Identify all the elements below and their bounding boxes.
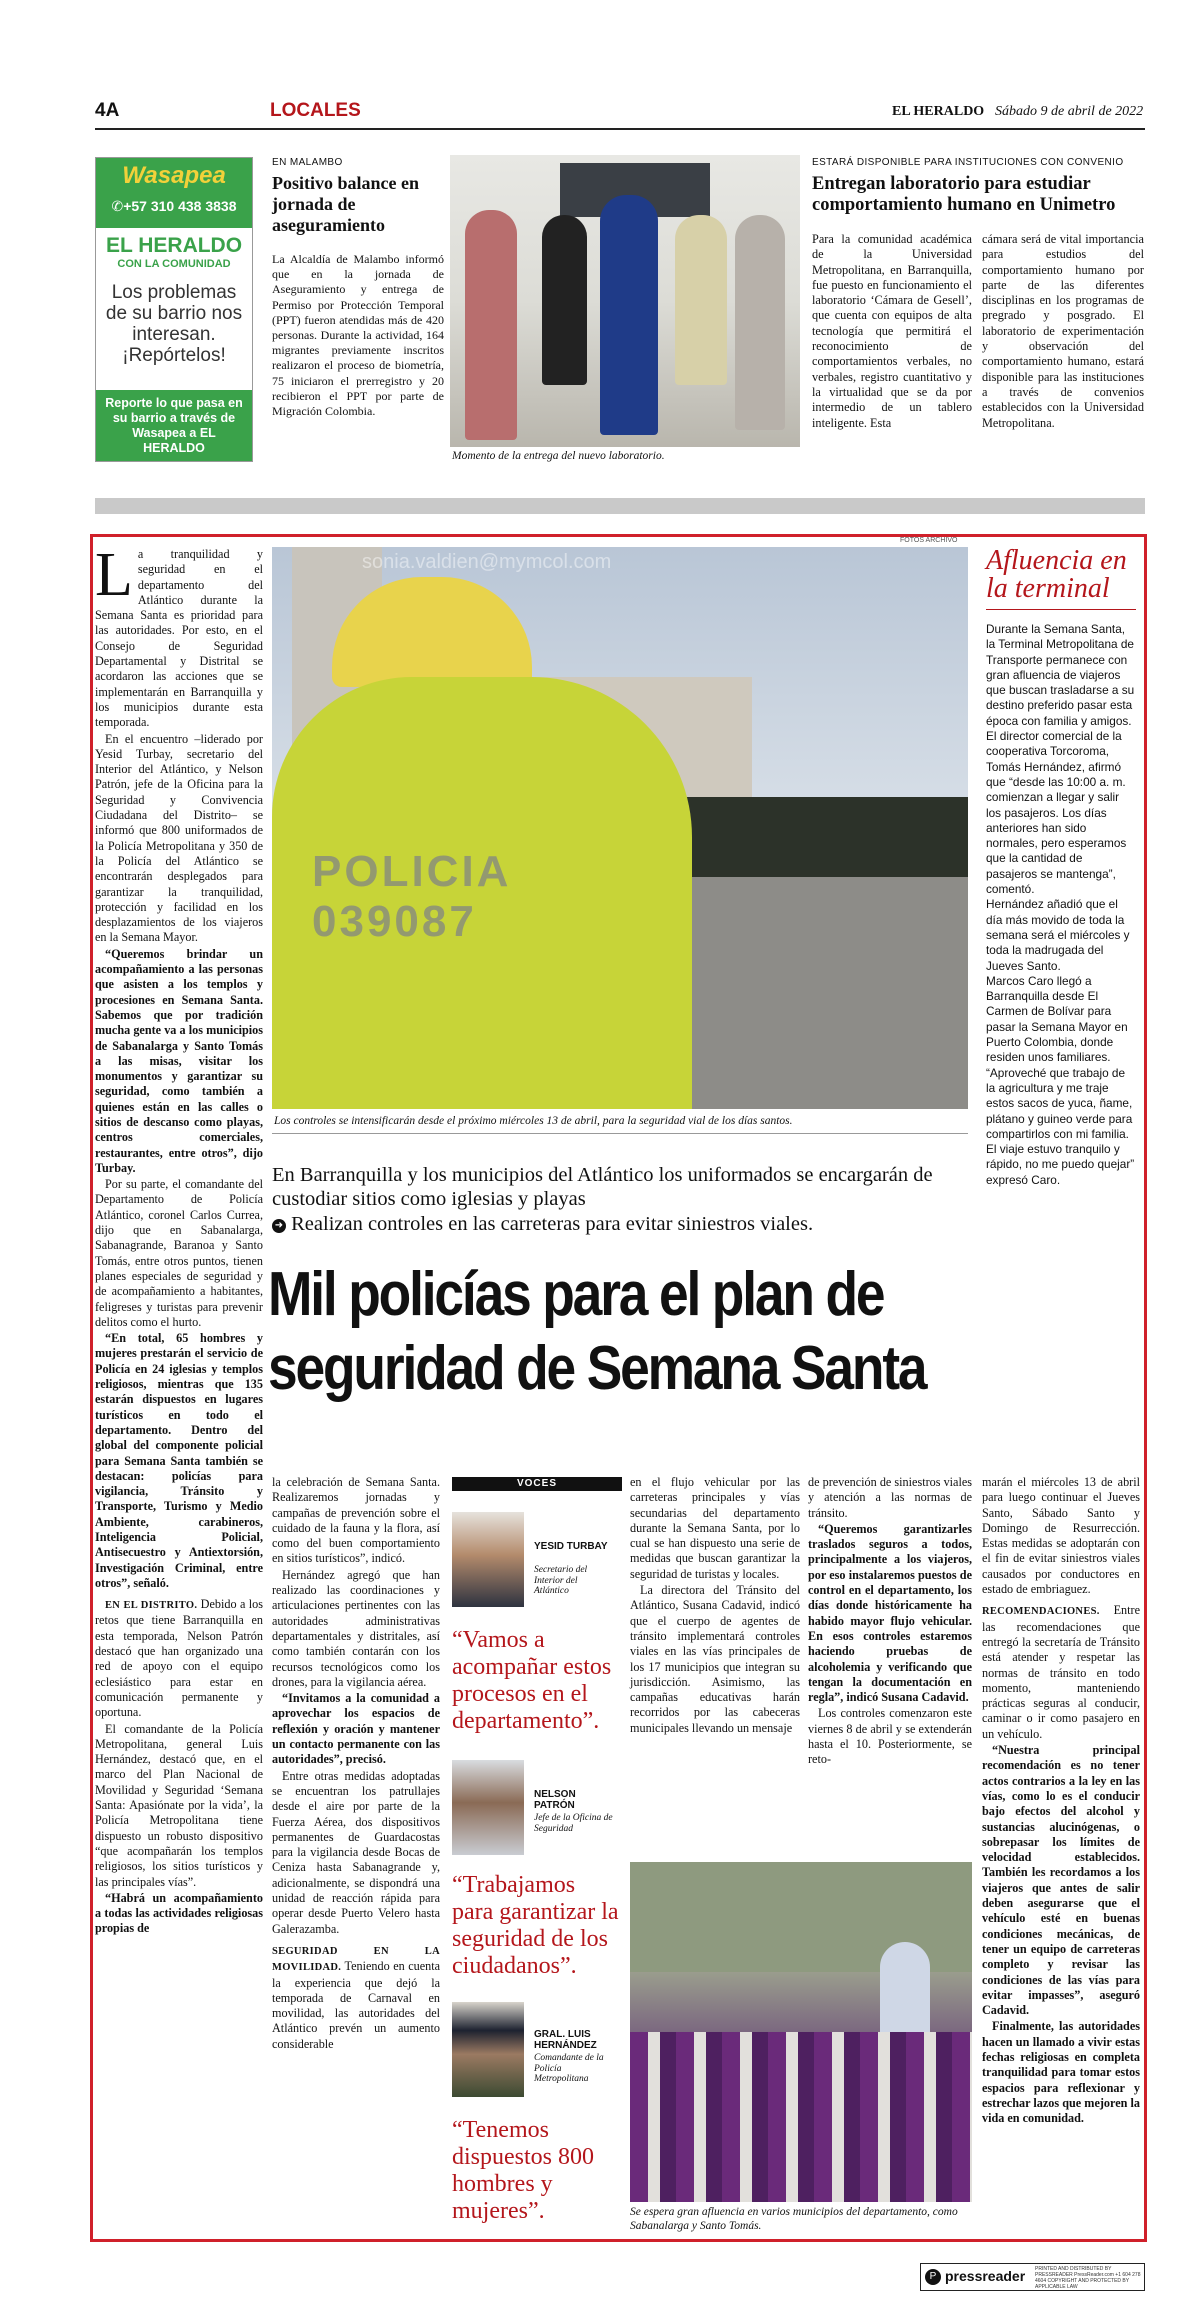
voz-hernandez-name: GRAL. LUIS HERNÁNDEZ — [534, 2029, 597, 2051]
caption-rule — [272, 1133, 968, 1134]
wasapea-phone: ✆+57 310 438 3838 — [111, 198, 237, 214]
article-col-5 — [808, 1475, 972, 1769]
procession-photo — [630, 1862, 972, 2202]
col1-p8: “Habrá un acompañamiento a todas las actividades religiosas propias de — [95, 1890, 263, 1936]
voz-hernandez-role: Comandante de la Policía Metropolitana — [534, 2053, 604, 2084]
sidebar-p2: El director comercial de la cooperativa Torcoroma, Tomás Hernández, afirmó que “desde las 10:00 a. m. comienzan a llegar y salir los pasajeros. Los días anteriores han sido normales, pero esperamos que la cantidad de pasajeros se mantenga”, comentó. — [986, 729, 1127, 897]
vest-lettering: POLICIA 039087 — [312, 847, 510, 946]
article-col-1 — [95, 541, 263, 1938]
wasapea-brand-sub: CON LA COMUNIDAD — [117, 258, 231, 270]
voz-hernandez-photo — [452, 2002, 524, 2097]
article-col-2 — [272, 1475, 440, 2053]
page-number: 4A — [95, 100, 120, 121]
col1-p4: Por su parte, el comandante del Departamento de Policía Atlántico, coronel Carlos Currea, dijo que en Sabanalarga, Sabanagrande, Baranoa y Santo Tomás, entre otros puntos, tienen planes especiales de seguridad y de acompañamiento a habitantes, feligreses y turistas para prevenir delitos como el hurto. — [95, 1177, 263, 1329]
col4-p1: en el flujo vehicular por las carreteras principales y vías secundarias del departamento durante la Semana Santa, por lo cual se han dispuesto una serie de medidas que buscan garantizar la seguridad de turistas y locales. — [630, 1475, 800, 1581]
wasapea-ad-top — [96, 158, 252, 228]
col1-p3: “Queremos brindar un acompañamiento a las personas que asisten a los templos y procesiones en Semana Santa. Sabemos que por tradición mucha gente va a los municipios de Sabanalarga y Santo Tomás a las misas, visitar los monumentos y garantizar su seguridad, como también a quienes están en las calles o sitios de descanso como playas, centros comerciales, restaurantes, entre otros”, dijo Turbay. — [95, 946, 263, 1175]
col6-p2: Entre las recomendaciones que entregó la secretaría de Tránsito está atender y respetar las normas de tránsito en todo momento, manteniendo prácticas seguras al conducir, caminar o ir como pasajero en un vehículo. — [982, 1603, 1140, 1741]
col1-p7: El comandante de la Policía Metropolitana, general Luis Hernández, destacó que, en el marco del Plan Nacional de Movilidad y Seguridad ‘Semana Santa: Apasiónate por la vida’, la Policía Metropolitana tiene dispuesto un robusto dispositivo “que acompañarán los templos religiosos, los sitios turísticos y las principales vías”. — [95, 1721, 263, 1889]
sidebar-p4: Marcos Caro llegó a Barranquilla desde El Carmen de Bolívar para pasar la Semana Mayor en Puerto Colombia, donde residen unos familiares. — [986, 973, 1128, 1065]
page-header — [95, 100, 1145, 124]
photo-credit: FOTOS ARCHIVO — [900, 537, 958, 544]
lab-photo — [450, 155, 800, 447]
col1-p6: Debido a los retos que tiene Barranquilla en esta temporada, Nelson Patrón destacó que han organizado una red de apoyo con el equipo eclesiástico para estar en comunicación permanente y oportuna. — [95, 1597, 263, 1720]
section-name: LOCALES — [270, 100, 361, 121]
brief2-kicker: ESTARÁ DISPONIBLE PARA INSTITUCIONES CON CONVENIO — [812, 157, 1124, 168]
col6-p3: “Nuestra principal recomendación es no tener actos contrarios a la ley en las vías, como lo es el conducir bajo efectos del alcohol y sustancias alucinógenas, o sobrepasar los límites de velocidad establecidos. También les recordamos a los viajeros que antes de salir deben asegurarse que el vehículo esté en buenas condiciones mecánicas, de tener un equipo de carreteras completo y revisar las condiciones de las vías para evitar impasses”, aseguró Cadavid. — [982, 1743, 1140, 2018]
voz-turbay-name: YESID TURBAY — [534, 1541, 608, 1552]
brief2-col2: cámara será de vital importancia para estudios del comportamiento humano por parte de las diferentes disciplinas en los programas de pregrado y posgrado. El laboratorio de experimentación y observación del comportamiento humano, estará disponible para las instituciones a través de convenios establecidos con la Universidad Metropolitana. — [982, 232, 1144, 430]
col2-p5: Teniendo en cuenta la experiencia que dejó la temporada de Carnaval en movilidad, las autoridades del Atlántico prevén un aumento considerable — [272, 1959, 441, 2051]
sidebar-p5: “Aproveché que trabajo de la agricultura y me traje estos sacos de yuca, ñame, plátano y guineo verde para compartirlos con mi familia. El viaje estuvo tranquilo y rápido, no me puedo quejar” expresó Caro. — [986, 1065, 1135, 1187]
paper-name: EL HERALDO — [892, 104, 985, 119]
brief2-col1: Para la comunidad académica de la Universidad Metropolitana, en Barranquilla, fue puesto en funcionamiento el laboratorio ‘Cámara de Gesell’, que cuenta con equipos de alta tecnología que permitirá el reconocimiento de comportamientos verbales, no verbales, registro cuantitativo y la virtualidad que se da por intermedio de un tablero inteligente. Esta — [812, 232, 972, 430]
photo-watermark: sonia.valdien@mymcol.com — [362, 551, 612, 573]
headline-line-1: Mil policías para el plan de — [268, 1260, 884, 1329]
pressreader-legal: PRINTED AND DISTRIBUTED BY PRESSREADER PressReader.com +1 604 278 4604 COPYRIGHT AND PROTECTED BY APPLICABLE LAW — [1035, 2266, 1141, 2290]
voz-hernandez-quote: “Tenemos dispuestos 800 hombres y mujeres”. — [452, 2117, 595, 2224]
bullet-text: Realizan controles en las carreteras para evitar siniestros viales. — [291, 1213, 814, 1235]
issue-date: Sábado 9 de abril de 2022 — [995, 104, 1144, 119]
wasapea-brand: EL HERALDO — [105, 234, 243, 257]
col2-p1: la celebración de Semana Santa. Realizaremos jornadas y campañas de prevención sobre el cuidado de la fauna y la flora, así como del buen comportamiento en sitios turísticos”, indicó. — [272, 1475, 440, 1566]
col5-p3: Los controles comenzaron este viernes 8 de abril y se extenderán hasta el 10. Posteriormente, se reto- — [808, 1706, 972, 1767]
pressreader-logo-icon: P — [925, 2269, 941, 2285]
col1-p5: “En total, 65 hombres y mujeres prestarán el servicio de Policía en 24 iglesias y templos religiosos, mientras que 135 estarán dispuestos en lugares turísticos en todo el departamento. Dentro del global del componente policial para Semana Santa también se destacan: policías para vigilancia, Tránsito y Transporte, Turismo y Medio Ambiente, carabineros, Inteligencia Policial, Antisecuestro y Antiextorsión, Investigación Criminal, entre otros”, señaló. — [95, 1331, 263, 1590]
sidebar-p3: Hernández añadió que el día más movido de toda la semana será el miércoles y toda la madrugada del Jueves Santo. — [986, 897, 1130, 973]
col2-p2: Hernández agregó que han realizado las coordinaciones y articulaciones pertinentes con las autoridades administrativas departamentales y distritales, así como también contarán con los recursos tecnológicos como los drones, para la vigilancia aérea. — [272, 1567, 440, 1689]
brief1-body: La Alcaldía de Malambo informó que en la jornada de Aseguramiento y entrega de Permiso por Protección Temporal (PPT) fueron atendidas más de 420 personas. Durante la actividad, 164 migrantes previamente inscritos realizaron el proceso de biometría, 75 iniciaron el prerregistro y 20 recibieron el PPT por parte de Migración Colombia. — [272, 252, 444, 419]
procession-crowd — [630, 2032, 972, 2202]
procession-caption: Se espera gran afluencia en varios municipios del departamento, como Sabanalarga y Santo Tomás. — [630, 2206, 958, 2232]
wasapea-cta — [96, 390, 252, 461]
main-photo — [272, 547, 968, 1109]
article-col-6 — [982, 1475, 1140, 2127]
sidebar-box — [986, 547, 1136, 1487]
sidebar-title: Afluencia en la terminal — [986, 545, 1127, 604]
col5-p1: de prevención de siniestros viales y atención a las normas de tránsito. — [808, 1475, 972, 1520]
sidebar-p1: Durante la Semana Santa, la Terminal Metropolitana de Transporte permanece con gran afluencia de viajeros que buscan trasladarse a su destino preferido pasar esta época con familia y amigos. — [986, 622, 1135, 728]
voces-label: VOCES — [452, 1477, 622, 1491]
brief1-kicker: EN MALAMBO — [272, 157, 343, 168]
lab-photo-caption: Momento de la entrega del nuevo laboratorio. — [452, 450, 665, 462]
wasapea-title: Wasapea — [122, 162, 226, 189]
main-photo-caption: Los controles se intensificarán desde el próximo miércoles 13 de abril, para la seguridad vial de los días santos. — [274, 1115, 793, 1127]
col1-subhead: EN EL DISTRITO. — [105, 1600, 198, 1612]
voz-patron-photo — [452, 1760, 524, 1855]
drop-cap: L — [95, 541, 133, 609]
sidebar-rule — [986, 609, 1136, 610]
col4-p2: La directora del Tránsito del Atlántico, Susana Cadavid, indicó que el cuerpo de agentes de tránsito implementará controles viales en las vías principales de los 17 municipios que integran su jurisdicción. Asimismo, las campañas educativas harán recorridos por las cabeceras municipales llevando un mensaje — [630, 1583, 800, 1735]
article-col-4 — [630, 1475, 800, 1737]
subhead: En Barranquilla y los municipios del Atlántico los uniformados se encargarán de custodiar sitios como iglesias y playas — [272, 1164, 933, 1210]
col2-subhead: SEGURIDAD EN LA MOVILIDAD. — [272, 1945, 440, 1974]
person-3 — [600, 195, 658, 435]
pressreader-logo: pressreader — [945, 2268, 1026, 2284]
col6-p1: marán el miércoles 13 de abril para luego continuar el Jueves Santo, Sábado Santo y Domingo de Resurrección. Estas medidas se adoptarán con el fin de evitar siniestros viales causados por conductores en estado de embriaguez. — [982, 1475, 1140, 1597]
col2-p3: “Invitamos a la comunidad a aprovechar los espacios de reflexión y oración y mantener un contacto permanente con las autoridades”, precisó. — [272, 1691, 440, 1767]
wasapea-ad — [95, 157, 253, 462]
headline-line-2: seguridad de Semana Santa — [268, 1334, 926, 1403]
voz-turbay-photo — [452, 1512, 524, 1607]
col6-subhead: RECOMENDACIONES. — [982, 1606, 1100, 1618]
whatsapp-icon: ✆ — [111, 198, 124, 214]
arrow-bullet-icon: ➜ — [272, 1219, 286, 1233]
person-5 — [735, 215, 785, 430]
voz-patron-name: NELSON PATRÓN — [534, 1789, 576, 1811]
col1-p2: En el encuentro –liderado por Yesid Turbay, secretario del Interior del Atlántico, y Nelson Patrón, jefe de la Oficina para la Seguridad y Convivencia Ciudadana del Distrito– se informó que 800 uniformados de la Policía Metropolitana y 350 de la Policía del Atlántico se encontrarán desplegados para garantizar la tranquilidad, protección y facilidad en los desplazamientos de los viajeros en la Semana Mayor. — [95, 731, 263, 945]
col2-p4: Entre otras medidas adoptadas se encuentran los patrullajes desde el aire por parte de la Fuerza Aérea, dos dispositivos permanentes de Guardacostas para la vigilancia desde Bocas de Ceniza hasta Sabanagrande y, adicionalmente, se dispondrá una unidad de reacción rápida para operar desde Puerto Velero hasta Galerazamba. — [272, 1768, 440, 1936]
voces-box — [452, 1477, 622, 2237]
voz-turbay-quote: “Vamos a acompañar estos procesos en el departamento”. — [452, 1627, 612, 1734]
wasapea-slogan: Los problemas de su barrio nos interesan. ¡Repórtelos! — [105, 282, 243, 366]
person-1 — [465, 210, 517, 440]
bullet-line — [272, 1212, 972, 1236]
person-2 — [542, 215, 587, 385]
header-rule — [95, 128, 1145, 130]
section-divider — [95, 498, 1145, 514]
brief1-title: Positivo balance en jornada de aseguramiento — [272, 173, 419, 235]
wasapea-cta-text: Reporte lo que pasa en su barrio a través de Wasapea a EL HERALDO — [105, 396, 243, 455]
col5-p2: “Queremos garantizarles traslados seguros a todos, principalmente a los viajeros, por eso instalaremos puestos de control en el departamento, los días donde históricamente ha habido mayor flujo vehicular. En esos controles estaremos haciendo pruebas de alcoholemia y verificando que tengan la documentación en regla”, indicó Susana Cadavid. — [808, 1521, 972, 1705]
sidebar-body — [986, 622, 1136, 1188]
brief2-title: Entregan laboratorio para estudiar comportamiento humano en Unimetro — [812, 174, 1116, 215]
col1-p1: a tranquilidad y seguridad en el departamento del Atlántico durante la Semana Santa es prioridad para las autoridades. Por esto, en el Consejo de Seguridad Departamental y Distrital se acordaron las acciones que se implementarán en Barranquilla y los municipios durante esta temporada. — [95, 547, 263, 730]
pressreader-footer — [920, 2263, 1145, 2291]
person-4 — [675, 215, 727, 385]
voz-turbay-role: Secretario del Interior del Atlántico — [534, 1565, 588, 1596]
col6-p4: Finalmente, las autoridades hacen un llamado a vivir estas fechas religiosas en completa tranquilidad para tomar estos espacios para reflexionar y estrechar lazos que mejoren la vida en comunidad. — [982, 2019, 1140, 2126]
voz-patron-role: Jefe de la Oficina de Seguridad — [534, 1813, 613, 1834]
voz-patron-quote: “Trabajamos para garantizar la seguridad de los ciudadanos”. — [452, 1872, 619, 1979]
